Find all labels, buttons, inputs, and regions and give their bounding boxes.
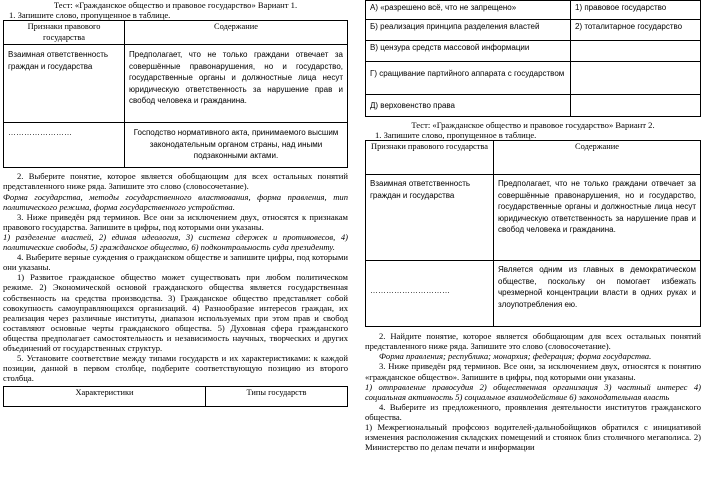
variant2-question-1: 1. Запишите слово, пропущенное в таблице. <box>375 130 537 141</box>
variant2-question-3: 3. Ниже приведён ряд терминов. Все они, за исключением двух, относятся к понятию «гражданское общество». Запишите в цифры, под которыми они указаны. <box>365 361 701 382</box>
variant2-question-4-body: 1) Межрегиональный профсоюз водителей-дальнобойщиков обратился с инициативой изменения расположения складских помещений и стоянок близ столичного мегаполиса. 2) Министерство по делам печати и информации <box>365 422 701 453</box>
match-d: Г) сращивание партийного аппарата с государством <box>366 62 571 95</box>
variant2-row1-sign: Взаимная ответственность граждан и государства <box>366 175 494 261</box>
variant1-row2-blank: …………………… <box>4 123 125 168</box>
match-empty-d <box>571 62 701 95</box>
variant1-match-head-characteristics: Характеристики <box>4 387 206 407</box>
variant1-table-head-content: Содержание <box>125 21 348 45</box>
variant1-question-1: 1. Запишите слово, пропущенное в таблице. <box>9 10 171 21</box>
variant2-question-2-list: Форма правления; республика; монархия; федерация; форма государства. <box>379 351 652 362</box>
match-empty-e <box>571 95 701 117</box>
variant1-column <box>3 0 348 407</box>
variant2-question-3-list: 1) отправление правосудия 2) общественная организация 3) частный интерес 4) социальная активность 5) социальное взаимодействие 6) законодательная власть <box>365 381 701 402</box>
match-empty-c <box>571 41 701 62</box>
variant1-question-4: 4. Выберите верные суждения о гражданском обществе и запишите цифры, под которыми они указаны. <box>3 252 348 273</box>
match-b: Б) реализация принципа разделения властей <box>366 20 571 41</box>
variant1-match-head-types: Типы государств <box>206 387 348 407</box>
variant2-column <box>365 0 701 452</box>
variant1-title: Тест: «Гражданское общество и правовое государство» Вариант 1. <box>53 0 298 10</box>
match-e: Д) верховенство права <box>366 95 571 117</box>
variant1-question-5: 5. Установите соответствие между типами государств и их характеристиками: к каждой позиции, данной в первом столбце, подберите соответствующую позицию из второго столбца. <box>3 353 348 384</box>
match-a: А) «разрешено всё, что не запрещено» <box>366 1 571 20</box>
match-type-2: 2) тоталитарное государство <box>571 20 701 41</box>
variant1-question-3-list: 1) разделение властей, 2) единая идеология, 3) система сдержек и противовесов, 4) политические свободы, 5) гражданское общество, 6) подконтрольность суда президенту. <box>3 231 348 253</box>
variant1-row1-content: Предполагает, что не только граждани отвечает за совершённые правонарушения, но и государство, государственные органы и должностные лица несут юридическую ответственность за нарушение прав и свобод человека и гражданина. <box>125 45 348 123</box>
match-type-1: 1) правовое государство <box>571 1 701 20</box>
variant2-table-head-content: Содержание <box>494 141 701 175</box>
variant1-row2-content: Господство нормативного акта, принимаемого высшим законодательным органом страны, над иными подзаконными актами. <box>125 123 348 168</box>
variant1-question-2: 2. Выберите понятие, которое является обобщающим для всех остальных понятий представленного ниже ряда. Запишите это слово (словосочетание). <box>3 171 348 192</box>
variant2-row2-blank: ………………………… <box>366 261 494 327</box>
variant1-signs-table <box>3 20 348 168</box>
variant1-question-2-list: Форма государства, методы государственного властвования, форма правления, тип политического режима, форма государственного устройства. <box>3 191 348 212</box>
variant1-question-4-body: 1) Развитое гражданское общество может существовать при любом политическом режиме. 2) Экономической основой гражданского общества является государственная собственность на средства производства. 3) Гражданское общество представляет собой совокупность самоуправляющихся организаций. 4) Разнообразие интересов граждан, их реализация через различные институты, диапазон используемых при этом прав и свобод составляют основные черты гражданского общества. 5) Духовная сфера гражданского общества предполагает самостоятельность и независимость научных, творческих и других объединений от государственных структур. <box>3 272 348 353</box>
variant2-row2-content: Является одним из главных в демократическом обществе, поскольку он помогает избежать чрезмерной концентрации власти в одних руках и злоупотребления ею. <box>494 261 701 327</box>
variant1-question-3: 3. Ниже приведён ряд терминов. Все они за исключением двух, относятся к признакам правового государства. Запишите в цифры, под которыми они указаны. <box>3 211 348 232</box>
variant2-question-4: 4. Выберите из предложенного, проявления деятельности институтов гражданского общества. <box>365 401 701 422</box>
variant2-title: Тест: «Гражданское общество и правовое государство» Вариант 2. <box>411 120 655 130</box>
variant2-question-2: 2. Найдите понятие, которое является обобщающим для всех остальных понятий представленного ниже ряда. Запишите это слово (словосочетание). <box>365 331 701 352</box>
variant1-table-head-signs: Признаки правового государства <box>4 21 125 45</box>
variant2-table-head-signs: Признаки правового государства <box>366 141 494 175</box>
variant2-row1-content: Предполагает, что не только граждани отвечает за совершённые правонарушения, но и государство, государственные органы и должностные лица несут юридическую ответственность за нарушение прав и свобод человека и гражданина. <box>494 175 701 261</box>
match-table <box>365 0 701 117</box>
match-c: В) цензура средств массовой информации <box>366 41 571 62</box>
variant1-row1-sign: Взаимная ответственность граждан и государства <box>4 45 125 123</box>
variant1-match-table-head <box>3 386 348 407</box>
variant2-signs-table <box>365 140 701 327</box>
